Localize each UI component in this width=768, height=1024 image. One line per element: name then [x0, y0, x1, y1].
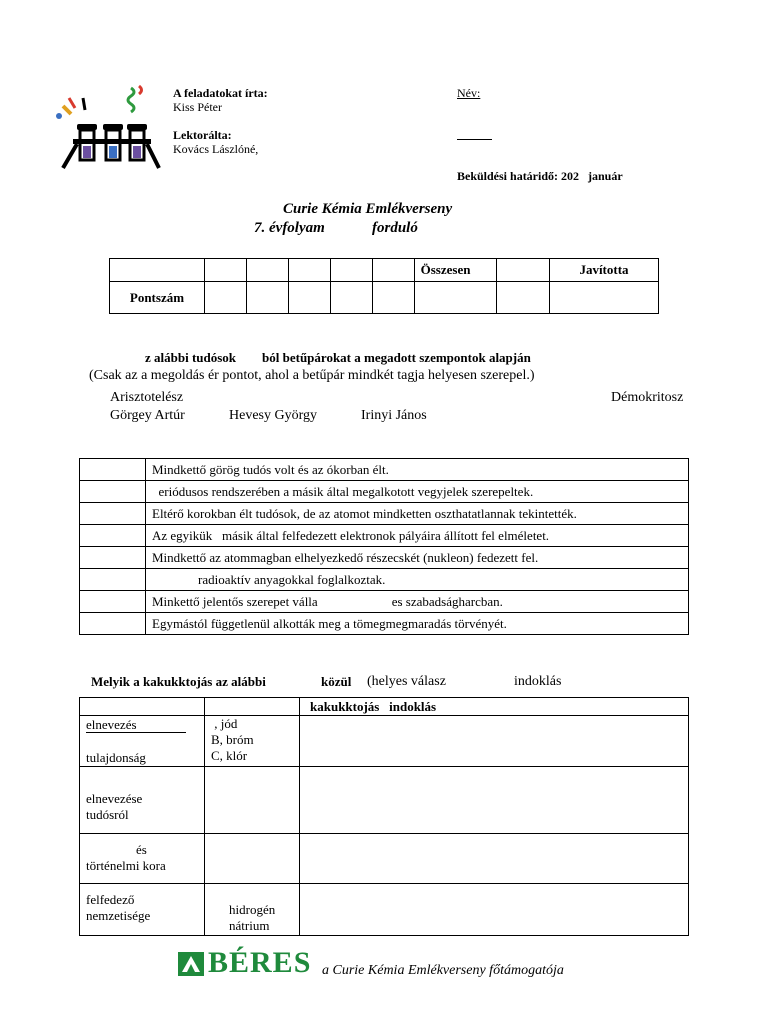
topic-top: és: [136, 842, 147, 857]
score-cell[interactable]: [246, 282, 288, 314]
sponsor-text: a Curie Kémia Emlékverseny főtámogatója: [322, 963, 564, 978]
statement: Mindkettő görög tudós volt és az ókorban élt.: [146, 459, 689, 481]
answer-cell[interactable]: [300, 834, 689, 884]
reviewer-label: Lektorálta:: [173, 128, 232, 142]
statement: Mindkettő az atommagban elhelyezkedő részecskét (nukleon) fedezett fel.: [146, 547, 689, 569]
author-name: Kiss Péter: [173, 100, 222, 114]
topic-cell: [80, 767, 205, 834]
option: , jód: [211, 716, 238, 731]
score-cell[interactable]: [330, 259, 372, 282]
score-cell[interactable]: [372, 282, 414, 314]
topic-cell: [80, 716, 205, 767]
deadline: Beküldési határidő: 202 január: [457, 169, 623, 183]
scientist: Démokritosz: [611, 390, 684, 405]
score-cell[interactable]: [288, 259, 330, 282]
answer-cell[interactable]: [300, 767, 689, 834]
scientist: Hevesy György: [229, 408, 318, 423]
answer-cell[interactable]: [80, 459, 146, 481]
topic-bottom: történelmi kora: [86, 858, 166, 873]
option: nátrium: [229, 918, 270, 933]
score-table: [109, 258, 497, 314]
topic-top: elnevezés: [86, 717, 137, 732]
topic-bottom: nemzetisége: [86, 908, 151, 923]
task2-instruction-end: indoklás: [514, 674, 562, 689]
options-cell: [205, 767, 300, 834]
blank-cell: [205, 698, 300, 716]
sponsor-brand: BÉRES: [208, 946, 312, 979]
underline: [86, 732, 186, 733]
blank-cell[interactable]: [497, 282, 550, 314]
topic-top: felfedező: [86, 892, 135, 907]
blank-cell: [497, 259, 550, 282]
options-cell: [205, 884, 300, 936]
total-cell[interactable]: [414, 282, 496, 314]
round-label: forduló: [372, 220, 418, 236]
scientist: Görgey Artúr: [110, 408, 185, 423]
topic-bottom: tulajdonság: [86, 750, 146, 765]
answer-cell[interactable]: [80, 613, 146, 635]
competition-logo: [55, 84, 163, 172]
scientist: Arisztotelész: [110, 390, 184, 405]
points-label: Pontszám: [110, 282, 205, 314]
answer-cell[interactable]: [80, 547, 146, 569]
statement: Eltérő korokban élt tudósok, de az atomot mindketten oszthatatlannak tekintették.: [146, 503, 689, 525]
author-label: A feladatokat írta:: [173, 86, 268, 100]
blank-cell: [80, 698, 205, 716]
topic-top: elnevezése: [86, 791, 143, 806]
task2-instruction-paren: (helyes válasz: [367, 674, 446, 689]
page-title: Curie Kémia Emlékverseny: [283, 201, 453, 217]
name-label: Név:: [457, 86, 481, 100]
statement: Egymástól függetlenül alkották meg a tömegmegmaradás törvényét.: [146, 613, 689, 635]
statement-row: [146, 591, 689, 613]
options-cell: [205, 834, 300, 884]
scientist: Irinyi János: [361, 408, 427, 423]
grade-label: 7. évfolyam: [254, 220, 325, 236]
statement: Az egyikük másik által felfedezett elektronok pályáira állított fel elméletet.: [146, 525, 689, 547]
statement: radioaktív anyagokkal foglalkoztak.: [146, 569, 689, 591]
answer-cell[interactable]: [300, 716, 689, 767]
checked-cell[interactable]: [550, 282, 659, 314]
reviewer-name: Kovács Lászlóné,: [173, 142, 259, 156]
score-cell[interactable]: [330, 282, 372, 314]
name-line: [457, 139, 492, 140]
task2-instruction: Melyik a kakukktojás az alábbi: [91, 674, 266, 689]
topic-cell: [80, 884, 205, 936]
options-cell: [205, 716, 300, 767]
statement: eriódusos rendszerében a másik által megalkotott vegyjelek szerepeltek.: [146, 481, 689, 503]
pairs-table: [79, 458, 689, 635]
checked-table: [496, 258, 659, 314]
score-cell[interactable]: [372, 259, 414, 282]
option: B, bróm: [211, 732, 254, 747]
statement-tail: es szabadságharcban.: [391, 593, 503, 609]
score-cell[interactable]: [110, 259, 205, 282]
topic-cell: [80, 834, 205, 884]
answer-cell[interactable]: [80, 591, 146, 613]
option: hidrogén: [229, 902, 276, 917]
beres-logo-icon: [178, 952, 204, 976]
task2-instruction-mid: közül: [321, 674, 352, 689]
checked-header: Javította: [550, 259, 659, 282]
score-cell[interactable]: [204, 259, 246, 282]
score-cell[interactable]: [204, 282, 246, 314]
answer-cell[interactable]: [80, 525, 146, 547]
score-cell[interactable]: [288, 282, 330, 314]
topic-bottom: tudósról: [86, 807, 129, 822]
answer-cell[interactable]: [80, 481, 146, 503]
answer-cell[interactable]: [300, 884, 689, 936]
statement: Minkettő jelentős szerepet válla: [152, 593, 318, 609]
task1-instruction: z alábbi tudósok ból betűpárokat a megadott szempontok alapján: [145, 350, 531, 365]
answer-cell[interactable]: [80, 569, 146, 591]
answer-cell[interactable]: [80, 503, 146, 525]
odd-one-out-table: [79, 697, 689, 936]
score-cell[interactable]: [246, 259, 288, 282]
task1-note: (Csak az a megoldás ér pontot, ahol a betűpár mindkét tagja helyesen szerepel.): [89, 368, 535, 383]
total-header: Összesen: [414, 259, 496, 282]
option: C, klór: [211, 748, 248, 763]
col-header: kakukktojás indoklás: [300, 698, 689, 716]
